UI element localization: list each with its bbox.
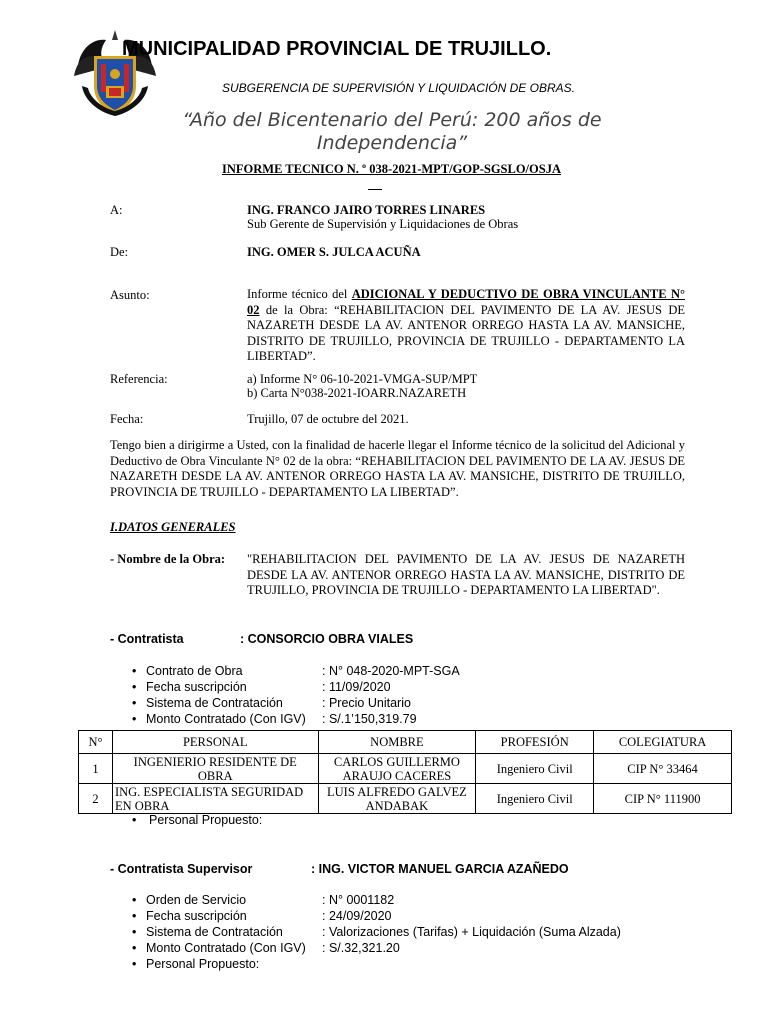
- recipient-label: A:: [110, 203, 123, 217]
- supervisor-label: - Contratista Supervisor: [110, 862, 253, 876]
- table-header: NOMBRE: [318, 731, 476, 754]
- table-row: [79, 784, 732, 814]
- list-item-key: Monto Contratado (Con IGV): [146, 941, 306, 955]
- reference-a: a) Informe N° 06-10-2021-VMGA-SUP/MPT: [247, 372, 478, 386]
- list-item-value: : 24/09/2020: [322, 909, 392, 923]
- subject-label: Asunto:: [110, 288, 150, 302]
- bullet-icon: •: [132, 893, 137, 907]
- page-title: MUNICIPALIDAD PROVINCIAL DE TRUJILLO.: [122, 38, 552, 60]
- supervisor-value: : ING. VICTOR MANUEL GARCIA AZAÑEDO: [311, 862, 569, 876]
- table-row: [79, 754, 732, 784]
- bullet-icon: •: [132, 813, 137, 827]
- date-value: Trujillo, 07 de octubre del 2021.: [247, 412, 409, 426]
- table-header: PROFESIÓN: [476, 731, 594, 754]
- report-number: INFORME TECNICO N. º 038-2021-MPT/GOP-SGSLO/OSJA: [222, 162, 561, 176]
- table-cell: 1: [79, 754, 113, 784]
- list-item-key: Fecha suscripción: [146, 909, 247, 923]
- bullet-icon: •: [132, 696, 137, 710]
- contractor-label: - Contratista: [110, 632, 184, 646]
- bullet-icon: •: [132, 909, 137, 923]
- list-item-value: : Valorizaciones (Tarifas) + Liquidación (Suma Alzada): [322, 925, 621, 939]
- list-item-value: : N° 048-2020-MPT-SGA: [322, 664, 460, 678]
- table-cell: INGENIERIO RESIDENTE DE OBRA: [112, 754, 318, 784]
- table-header-row: [79, 731, 732, 754]
- bullet-icon: •: [132, 680, 137, 694]
- table-cell: Ingeniero Civil: [476, 754, 594, 784]
- bullet-icon: •: [132, 664, 137, 678]
- sender-name: ING. OMER S. JULCA ACUÑA: [247, 245, 421, 259]
- list-item-key: Fecha suscripción: [146, 680, 247, 694]
- subject-text-rest: de la Obra: “REHABILITACION DEL PAVIMENTO DE LA AV. JESUS DE NAZARETH DESDE LA AV. ANTENOR ORREGO HASTA LA AV. MANSICHE, DISTRITO DE TRUJILLO, PROVINCIA DE TRUJILLO - DEPARTAMENTO LA LIBERTAD”.: [247, 302, 685, 363]
- table-cell: 2: [79, 784, 113, 814]
- list-item-key: Sistema de Contratación: [146, 696, 283, 710]
- project-name-label: - Nombre de la Obra:: [110, 552, 226, 566]
- table-cell: LUIS ALFREDO GALVEZ ANDABAK: [318, 784, 476, 814]
- intro-paragraph: Tengo bien a dirigirme a Usted, con la finalidad de hacerle llegar el Informe técnico de la solicitud del Adicional y Deductivo de Obra Vinculante N° 02 de la obra: “REHABILITACION DEL PAVIMENTO DE LA AV. JESUS DE NAZARETH DESDE LA AV. ANTENOR ORREGO HASTA LA AV. MANSICHE, DISTRITO DE TRUJILLO, PROVINCIA DE TRUJILLO - DEPARTAMENTO LA LIBERTAD”.: [110, 438, 685, 499]
- bullet-icon: •: [132, 712, 137, 726]
- subject-text-intro: Informe técnico del: [247, 287, 352, 301]
- bullet-icon: •: [132, 957, 137, 971]
- table-header: COLEGIATURA: [594, 731, 732, 754]
- list-item-key: Contrato de Obra: [146, 664, 243, 678]
- table-cell: CIP N° 33464: [594, 754, 732, 784]
- list-item-value: : S/.32,321.20: [322, 941, 400, 955]
- bullet-icon: •: [132, 941, 137, 955]
- list-item-value: : S/.1’150,319.79: [322, 712, 417, 726]
- bullet-icon: •: [132, 925, 137, 939]
- contractor-value: : CONSORCIO OBRA VIALES: [240, 632, 414, 646]
- table-cell: CIP N° 111900: [594, 784, 732, 814]
- year-motto: “Año del Bicentenario del Perú: 200 años de Independencia”: [182, 109, 602, 154]
- table-cell: Ingeniero Civil: [476, 784, 594, 814]
- subject-highlight: ADICIONAL Y DEDUCTIVO DE OBRA VINCULANTE N° 02: [247, 287, 685, 317]
- list-item-key: Orden de Servicio: [146, 893, 247, 907]
- page-subtitle: SUBGERENCIA DE SUPERVISIÓN Y LIQUIDACIÓN DE OBRAS.: [222, 81, 575, 95]
- project-name-value: "REHABILITACION DEL PAVIMENTO DE LA AV. JESUS DE NAZARETH DESDE LA AV. ANTENOR ORREGO HASTA LA AV. MANSICHE, DISTRITO DE TRUJILLO, PROVINCIA DE TRUJILLO - DEPARTAMENTO LA LIBERTAD".: [247, 552, 685, 597]
- subject-text: [247, 287, 685, 365]
- table-cell: CARLOS GUILLERMO ARAUJO CACERES: [318, 754, 476, 784]
- section-title: I.DATOS GENERALES: [110, 520, 236, 534]
- date-label: Fecha:: [110, 412, 144, 426]
- list-item-key: Monto Contratado (Con IGV): [146, 712, 306, 726]
- recipient-name: ING. FRANCO JAIRO TORRES LINARES: [247, 203, 486, 217]
- list-item-value: : 11/09/2020: [322, 680, 391, 694]
- table-cell: ING. ESPECIALISTA SEGURIDAD EN OBRA: [112, 784, 318, 814]
- list-item-key: Sistema de Contratación: [146, 925, 283, 939]
- divider: [368, 189, 382, 190]
- reference-label: Referencia:: [110, 372, 168, 386]
- table-header: PERSONAL: [112, 731, 318, 754]
- list-item-value: : Precio Unitario: [322, 696, 411, 710]
- table-header: N°: [79, 731, 113, 754]
- list-item-value: : N° 0001182: [322, 893, 395, 907]
- list-item-key: Personal Propuesto:: [146, 957, 260, 971]
- staff-table: [78, 730, 732, 814]
- list-item-key: Personal Propuesto:: [149, 813, 263, 827]
- reference-b: b) Carta N°038-2021-IOARR.NAZARETH: [247, 386, 467, 400]
- recipient-role: Sub Gerente de Supervisión y Liquidaciones de Obras: [247, 217, 519, 231]
- sender-label: De:: [110, 245, 129, 259]
